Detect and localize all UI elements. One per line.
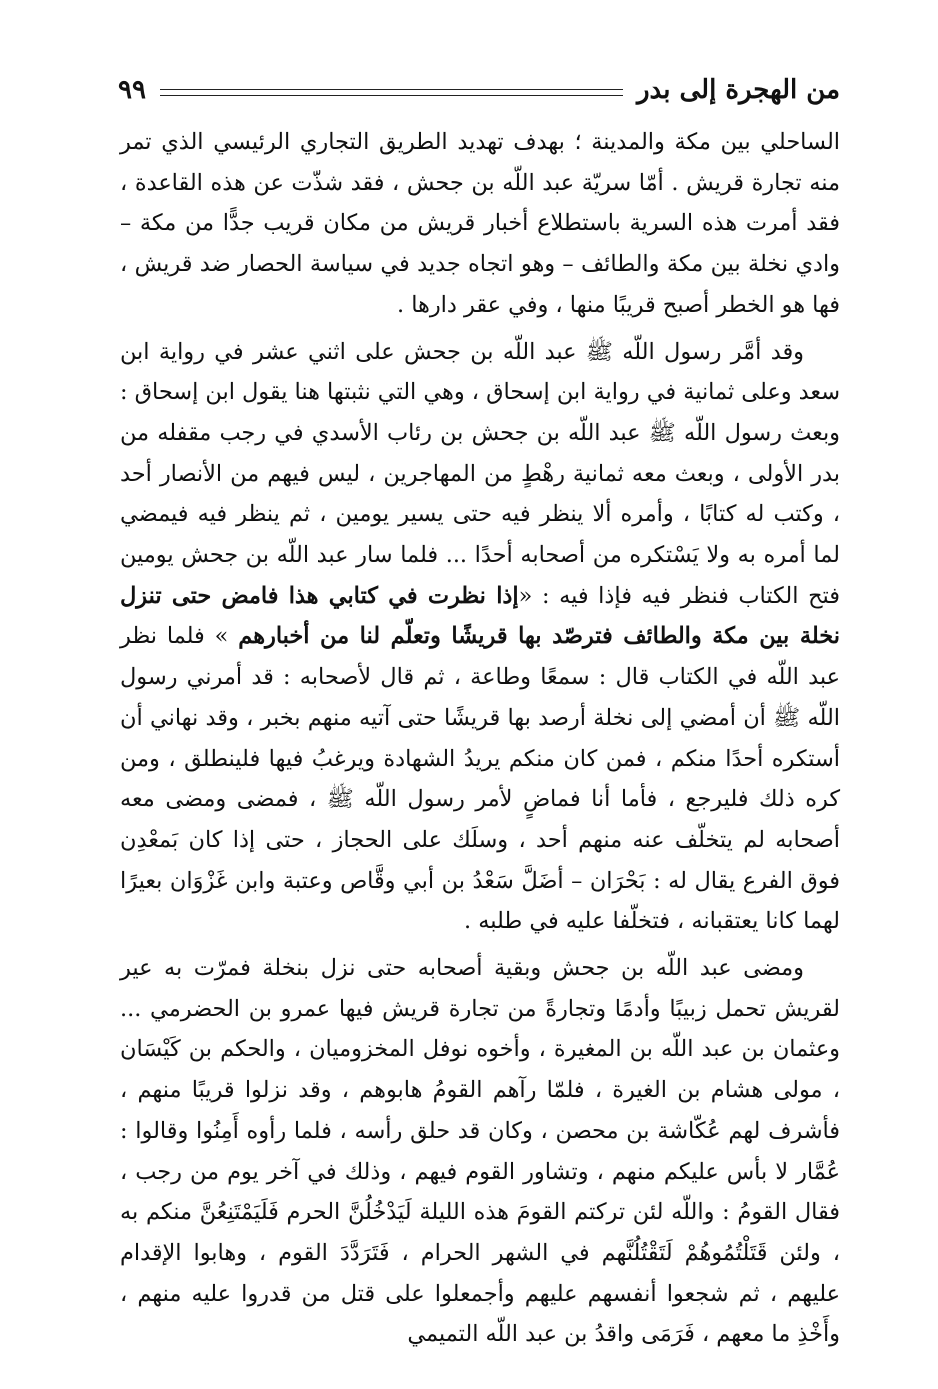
running-title: من الهجرة إلى بدر bbox=[636, 75, 840, 105]
running-header bbox=[118, 70, 840, 110]
paragraph-2 bbox=[120, 332, 840, 943]
header-double-rule bbox=[160, 89, 623, 96]
paragraph-2-bold-quote: إذا نظرت في كتابي هذا فامض حتى تنزل نخلة بين مكة والطائف فترصّد بها قريشًا وتعلّم لنا من أخبارهم bbox=[120, 582, 840, 650]
paragraph-2-text-before: وقد أمَّر رسول اللّه ﷺ عبد اللّه بن جحش على اثني عشر في رواية ابن سعد وعلى ثمانية في رواية ابن إسحاق ، وهي التي نثبتها هنا يقول ابن إسحاق : وبعث رسول اللّه ﷺ عبد اللّه بن جحش بن رئاب الأسدي في رجب مقفله من بدر الأولى ، وبعث معه ثمانية رهْطٍ من المهاجرين ، ليس فيهم من الأنصار أحد ، وكتب له كتابًا ، وأمره ألا ينظر فيه حتى يسير يومين ، ثم ينظر فيه فيمضي لما أمره به ولا يَسْتكره من أصحابه أحدًا ... فلما سار عبد اللّه بن جحش يومين فتح الكتاب فنظر فيه فإذا فيه : « bbox=[120, 338, 840, 609]
paragraph-2-text-after: » فلما نظر عبد اللّه في الكتاب قال : سمعًا وطاعة ، ثم قال لأصحابه : قد أمرني رسول اللّه ﷺ أن أمضي إلى نخلة أرصد بها قريشًا حتى آتيه منهم بخبر ، وقد نهاني أن أستكره أحدًا منكم ، فمن كان منكم يريدُ الشهادة ويرغبُ فيها فلينطلق ، ومن كره ذلك فليرجع ، فأما أنا فماضٍ لأمر رسول اللّه ﷺ ، فمضى ومضى معه أصحابه لم يتخلّف عنه منهم أحد ، وسلَك على الحجاز ، حتى إذا كان بَمعْدِن فوق الفرع يقال له : بَحْرَان – أضَلَّ سَعْدُ بن أبي وقَّاص وعتبة وابن غَزْوَان بعيرًا لهما كانا يعتقبانه ، فتخلّفا عليه في طلبه . bbox=[120, 623, 840, 935]
paragraph-3: ومضى عبد اللّه بن جحش وبقية أصحابه حتى نزل بنخلة فمرّت به عير لقريش تحمل زبيبًا وأدمًا وتجارةً من تجارة قريش فيها عمرو بن الحضرمي ... وعثمان بن عبد اللّه بن المغيرة ، وأخوه نوفل المخزوميان ، والحكم بن كَيْسَان ، مولى هشام بن الغيرة ، فلمّا رآهم القومُ هابوهم ، وقد نزلوا قريبًا منهم ، فأشرف لهم عُكّاشة بن محصن ، وكان قد حلق رأسه ، فلما رأوه أَمِنُوا وقالوا : عُمَّار لا بأس عليكم منهم ، وتشاور القوم فيهم ، وذلك في آخر يوم من رجب ، فقال القومُ : واللّه لئن تركتم القومَ هذه الليلة لَيَدْخُلُنَّ الحرم فَلَيَمْتَنِعُنَّ منكم به ، ولئن قَتَلْتُمُوهُمْ لَتَقْتُلُنَّهم في الشهر الحرام ، فَتَرَدَّدَ القوم ، وهابوا الإقدام عليهم ، ثم شجعوا أنفسهم عليهم وأجمعلوا على قتل من قدروا عليه منهم ، وأَخْذِ ما معهم ، فَرَمَى واقدُ بن عبد اللّه التميمي bbox=[120, 955, 840, 1348]
paragraph-1: الساحلي بين مكة والمدينة ؛ بهدف تهديد الطريق التجاري الرئيسي الذي تمر منه تجارة قريش . أمّا سريّة عبد اللّه بن جحش ، فقد شذّت عن هذه القاعدة ، فقد أمرت هذه السرية باستطلاع أخبار قريش من مكان قريب جدًّا من مكة – وادي نخلة بين مكة والطائف – وهو اتجاه جديد في سياسة الحصار ضد قريش ، فها هو الخطر أصبح قريبًا منها ، وفي عقر دارها . bbox=[120, 129, 840, 318]
page-body bbox=[120, 122, 840, 1355]
page-number: ٩٩ bbox=[118, 75, 146, 105]
